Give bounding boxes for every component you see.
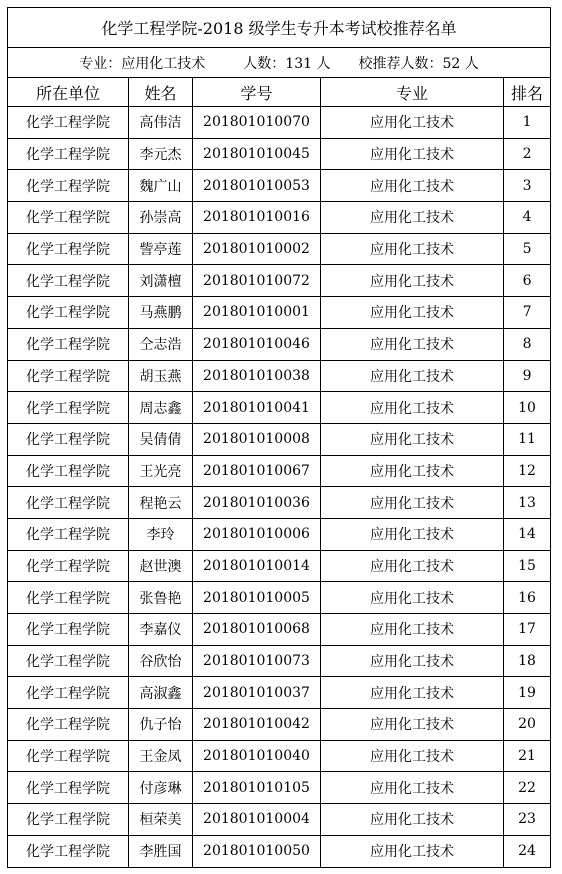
table-row — [8, 709, 551, 741]
table-row — [8, 455, 551, 487]
table-row — [8, 107, 551, 139]
unit-cell: 化学工程学院 — [8, 328, 129, 360]
table-row — [8, 550, 551, 582]
rank-cell: 5 — [504, 233, 551, 265]
table-row — [8, 297, 551, 329]
column-header-rank: 排名 — [504, 78, 551, 107]
rank-cell: 2 — [504, 138, 551, 170]
name-cell: 刘潇檀 — [129, 265, 193, 297]
student-id-cell: 201801010067 — [193, 455, 321, 487]
unit-cell: 化学工程学院 — [8, 582, 129, 614]
rank-cell: 24 — [504, 835, 551, 867]
unit-cell: 化学工程学院 — [8, 518, 129, 550]
unit-cell: 化学工程学院 — [8, 550, 129, 582]
table-row — [8, 645, 551, 677]
major-cell: 应用化工技术 — [321, 487, 504, 519]
title-row — [8, 8, 551, 48]
info-recommended: 校推荐人数：52 人 — [358, 55, 479, 72]
unit-cell: 化学工程学院 — [8, 772, 129, 804]
major-cell: 应用化工技术 — [321, 360, 504, 392]
unit-cell: 化学工程学院 — [8, 740, 129, 772]
rank-cell: 12 — [504, 455, 551, 487]
unit-cell: 化学工程学院 — [8, 645, 129, 677]
name-cell: 程艳云 — [129, 487, 193, 519]
table-row — [8, 487, 551, 519]
table-row — [8, 360, 551, 392]
name-cell: 高淑鑫 — [129, 677, 193, 709]
name-cell: 仝志浩 — [129, 328, 193, 360]
table-row — [8, 265, 551, 297]
rank-cell: 13 — [504, 487, 551, 519]
table-row — [8, 423, 551, 455]
unit-cell: 化学工程学院 — [8, 360, 129, 392]
major-cell: 应用化工技术 — [321, 614, 504, 646]
student-id-cell: 201801010041 — [193, 392, 321, 424]
name-cell: 王光亮 — [129, 455, 193, 487]
student-id-cell: 201801010050 — [193, 835, 321, 867]
table-row — [8, 233, 551, 265]
name-cell: 张鲁艳 — [129, 582, 193, 614]
table-row — [8, 392, 551, 424]
student-id-cell: 201801010040 — [193, 740, 321, 772]
unit-cell: 化学工程学院 — [8, 233, 129, 265]
name-cell: 高伟洁 — [129, 107, 193, 139]
unit-cell: 化学工程学院 — [8, 804, 129, 836]
student-id-cell: 201801010105 — [193, 772, 321, 804]
unit-cell: 化学工程学院 — [8, 170, 129, 202]
table-row — [8, 804, 551, 836]
rank-cell: 8 — [504, 328, 551, 360]
student-id-cell: 201801010016 — [193, 202, 321, 234]
rank-cell: 16 — [504, 582, 551, 614]
table-row — [8, 677, 551, 709]
table-row — [8, 772, 551, 804]
unit-cell: 化学工程学院 — [8, 265, 129, 297]
student-id-cell: 201801010068 — [193, 614, 321, 646]
table-row — [8, 835, 551, 867]
student-id-cell: 201801010046 — [193, 328, 321, 360]
table-row — [8, 740, 551, 772]
rank-cell: 19 — [504, 677, 551, 709]
rank-cell: 22 — [504, 772, 551, 804]
student-id-cell: 201801010037 — [193, 677, 321, 709]
student-id-cell: 201801010001 — [193, 297, 321, 329]
name-cell: 仇子怡 — [129, 709, 193, 741]
student-id-cell: 201801010072 — [193, 265, 321, 297]
student-id-cell: 201801010014 — [193, 550, 321, 582]
major-cell: 应用化工技术 — [321, 233, 504, 265]
name-cell: 周志鑫 — [129, 392, 193, 424]
major-cell: 应用化工技术 — [321, 582, 504, 614]
rank-cell: 1 — [504, 107, 551, 139]
unit-cell: 化学工程学院 — [8, 709, 129, 741]
major-cell: 应用化工技术 — [321, 677, 504, 709]
info-row — [8, 48, 551, 78]
table-row — [8, 582, 551, 614]
rank-cell: 21 — [504, 740, 551, 772]
major-cell: 应用化工技术 — [321, 265, 504, 297]
name-cell: 李玲 — [129, 518, 193, 550]
info-total: 人数：131 人 — [243, 55, 331, 72]
major-cell: 应用化工技术 — [321, 518, 504, 550]
document-title: 化学工程学院-2018 级学生专升本考试校推荐名单 — [8, 8, 551, 48]
table-row — [8, 328, 551, 360]
unit-cell: 化学工程学院 — [8, 107, 129, 139]
name-cell: 马燕鹏 — [129, 297, 193, 329]
student-id-cell: 201801010038 — [193, 360, 321, 392]
unit-cell: 化学工程学院 — [8, 455, 129, 487]
major-cell: 应用化工技术 — [321, 455, 504, 487]
name-cell: 孙崇高 — [129, 202, 193, 234]
major-cell: 应用化工技术 — [321, 709, 504, 741]
rank-cell: 11 — [504, 423, 551, 455]
table-row — [8, 518, 551, 550]
header-row — [8, 78, 551, 107]
student-id-cell: 201801010070 — [193, 107, 321, 139]
table-row — [8, 202, 551, 234]
name-cell: 王金凤 — [129, 740, 193, 772]
student-id-cell: 201801010073 — [193, 645, 321, 677]
rank-cell: 7 — [504, 297, 551, 329]
name-cell: 付彦琳 — [129, 772, 193, 804]
name-cell: 胡玉燕 — [129, 360, 193, 392]
rank-cell: 17 — [504, 614, 551, 646]
major-cell: 应用化工技术 — [321, 328, 504, 360]
rank-cell: 4 — [504, 202, 551, 234]
table-row — [8, 138, 551, 170]
student-id-cell: 201801010004 — [193, 804, 321, 836]
name-cell: 桓荣美 — [129, 804, 193, 836]
recommendation-table — [7, 7, 551, 868]
student-id-cell: 201801010008 — [193, 423, 321, 455]
rank-cell: 23 — [504, 804, 551, 836]
major-cell: 应用化工技术 — [321, 740, 504, 772]
major-cell: 应用化工技术 — [321, 804, 504, 836]
major-cell: 应用化工技术 — [321, 202, 504, 234]
student-id-cell: 201801010006 — [193, 518, 321, 550]
rank-cell: 9 — [504, 360, 551, 392]
major-cell: 应用化工技术 — [321, 297, 504, 329]
major-cell: 应用化工技术 — [321, 645, 504, 677]
column-header-unit: 所在单位 — [8, 78, 129, 107]
unit-cell: 化学工程学院 — [8, 392, 129, 424]
name-cell: 吴倩倩 — [129, 423, 193, 455]
rank-cell: 3 — [504, 170, 551, 202]
unit-cell: 化学工程学院 — [8, 138, 129, 170]
column-header-name: 姓名 — [129, 78, 193, 107]
student-id-cell: 201801010045 — [193, 138, 321, 170]
info-cell — [8, 48, 551, 78]
student-id-cell: 201801010042 — [193, 709, 321, 741]
unit-cell: 化学工程学院 — [8, 677, 129, 709]
unit-cell: 化学工程学院 — [8, 614, 129, 646]
table-row — [8, 614, 551, 646]
rank-cell: 10 — [504, 392, 551, 424]
unit-cell: 化学工程学院 — [8, 835, 129, 867]
name-cell: 訾亭莲 — [129, 233, 193, 265]
rank-cell: 14 — [504, 518, 551, 550]
unit-cell: 化学工程学院 — [8, 297, 129, 329]
major-cell: 应用化工技术 — [321, 392, 504, 424]
column-header-major: 专业 — [321, 78, 504, 107]
rank-cell: 15 — [504, 550, 551, 582]
rank-cell: 6 — [504, 265, 551, 297]
major-cell: 应用化工技术 — [321, 138, 504, 170]
name-cell: 李嘉仪 — [129, 614, 193, 646]
unit-cell: 化学工程学院 — [8, 423, 129, 455]
name-cell: 李胜国 — [129, 835, 193, 867]
major-cell: 应用化工技术 — [321, 423, 504, 455]
student-id-cell: 201801010053 — [193, 170, 321, 202]
major-cell: 应用化工技术 — [321, 170, 504, 202]
student-id-cell: 201801010036 — [193, 487, 321, 519]
rank-cell: 20 — [504, 709, 551, 741]
table-row — [8, 170, 551, 202]
student-id-cell: 201801010005 — [193, 582, 321, 614]
major-cell: 应用化工技术 — [321, 107, 504, 139]
name-cell: 赵世澳 — [129, 550, 193, 582]
student-id-cell: 201801010002 — [193, 233, 321, 265]
major-cell: 应用化工技术 — [321, 835, 504, 867]
info-major: 专业：应用化工技术 — [79, 55, 206, 72]
unit-cell: 化学工程学院 — [8, 487, 129, 519]
major-cell: 应用化工技术 — [321, 772, 504, 804]
unit-cell: 化学工程学院 — [8, 202, 129, 234]
name-cell: 谷欣怡 — [129, 645, 193, 677]
major-cell: 应用化工技术 — [321, 550, 504, 582]
column-header-student-id: 学号 — [193, 78, 321, 107]
name-cell: 魏广山 — [129, 170, 193, 202]
name-cell: 李元杰 — [129, 138, 193, 170]
rank-cell: 18 — [504, 645, 551, 677]
